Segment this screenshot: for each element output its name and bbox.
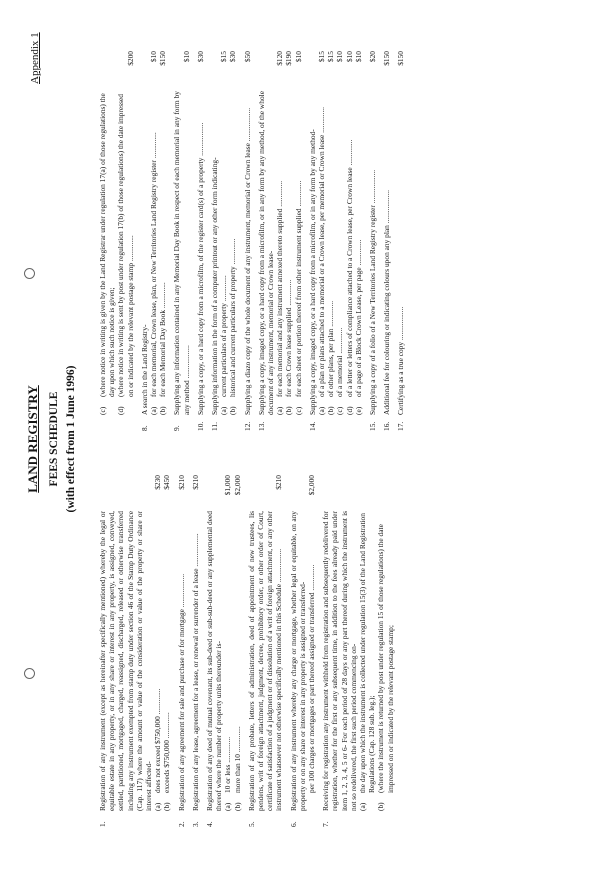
fee-item bbox=[191, 475, 200, 827]
sub-item-text-value: of other plans, per plan bbox=[326, 328, 336, 397]
sub-item bbox=[284, 51, 294, 415]
sub-item-text-value: 10 or less bbox=[223, 764, 233, 793]
leader-dots: .................. bbox=[176, 573, 186, 610]
sub-item-label: (b) bbox=[326, 406, 336, 415]
leader-dots: .................. bbox=[274, 548, 284, 584]
sub-item bbox=[317, 51, 327, 415]
sub-item-text-value: for each Crown lease supplied bbox=[284, 307, 294, 397]
fee-item bbox=[196, 51, 205, 431]
sub-item bbox=[149, 51, 159, 415]
fee-amount: $2,000 bbox=[232, 475, 242, 496]
sub-item-text-value: (where notice in writing is sent by post under regulation 17(b) of those regulations) the date impressed on or indicated by the relevant postage stamp bbox=[116, 94, 135, 397]
sub-item-label: (b) bbox=[284, 406, 294, 415]
sub-item-text bbox=[158, 91, 167, 397]
fee-item bbox=[98, 475, 172, 827]
sub-item-text bbox=[233, 511, 242, 793]
sub-item-label: (c) bbox=[98, 406, 107, 415]
sub-item-text-value: per 100 charges or mortgages or part thereof assigned or transferred bbox=[307, 592, 317, 793]
item-text: Receiving for registration any instrument withheld from registration and subsequently redelivered for registration, whether for the first or any subsequent time, in addition to the fees already paid under item 1, 2, 3, 4, 5 or 6- For each period of 28 days or any part thereof during which the instrument is not so redelivered, the first such period commencing on- bbox=[321, 511, 358, 811]
item-text: Supplying information in the form of a computer printout or any other form indicating- bbox=[210, 157, 220, 415]
leader-dots: .................. bbox=[396, 306, 406, 342]
fee-amount: $1,000 bbox=[223, 475, 233, 496]
leader-dots: .............. bbox=[158, 282, 168, 310]
fee-item bbox=[368, 51, 377, 431]
fee-amount: $2,000 bbox=[307, 475, 317, 496]
item-text: Registration of any probate, letters of administration, deed of appointment of new trustees, lis pendens, writ of foreign attachment, judgment, decree, prohibitory order, or other order of Court, certificate of satisfaction of a judgment or of dissolution of a writ of foreign attachment, or any other instrument whatsoever not otherwise specifically mentioned in this Schedule bbox=[246, 511, 284, 811]
sub-item-text-value: the day upon which the instrument is collected under regulation 15(3) of the Land Registration Regulations (Cap. 128 sub. leg.); bbox=[358, 513, 377, 793]
sub-item-text-value: for each memorial, Crown lease, plan, or New Territories Land Registry register bbox=[149, 160, 159, 397]
fee-amount: $50 bbox=[242, 51, 252, 63]
leader-dots: .............. bbox=[353, 239, 363, 268]
leader-dots: .................. bbox=[368, 169, 378, 206]
leader-dots: .............. bbox=[284, 279, 294, 308]
sub-item-text bbox=[153, 511, 162, 793]
item-body bbox=[205, 511, 223, 811]
sub-item-text-value: of a memorial bbox=[335, 355, 345, 397]
sub-item-text bbox=[228, 91, 237, 397]
item-text: Supplying a copy of a folio of a New Territories Land Registry register bbox=[368, 205, 378, 415]
fee-amount: $150 bbox=[396, 51, 406, 66]
sub-item bbox=[358, 511, 376, 811]
item-number: 12. bbox=[242, 421, 252, 431]
sub-item-text-value: exceeds $750,000 bbox=[162, 740, 172, 793]
sub-item-label: (d) bbox=[116, 406, 126, 415]
fee-item bbox=[289, 475, 317, 827]
sub-item bbox=[335, 51, 345, 415]
sub-item bbox=[153, 475, 163, 811]
fee-item bbox=[257, 51, 303, 431]
fee-amount: $15 bbox=[219, 51, 229, 63]
fee-amount: $10 bbox=[181, 51, 191, 63]
sub-item-text-value: for each sheet or portion thereof from other instrument supplied bbox=[293, 208, 303, 397]
leader-dots: .................. bbox=[190, 533, 200, 569]
fee-item bbox=[177, 475, 186, 827]
item-body bbox=[191, 511, 200, 811]
item-text: Certifying as a true copy bbox=[396, 341, 406, 415]
sub-item bbox=[162, 475, 172, 811]
item-text: Registration of any instrument whereby any charge or mortgage, whether legal or equitable, on any property or on any share or interest in any property is assigned or transferred- bbox=[288, 511, 307, 811]
item-text: Supplying a diazo copy of the whole document of any instrument, memorial or Crown lease bbox=[242, 143, 252, 415]
sub-item-label: (b) bbox=[162, 802, 172, 811]
sub-item-text-value: (where the instrument is returned by post under regulation 15 of those regulations) the date impressed on or indicated by the relevant postage stamp; bbox=[376, 524, 395, 793]
leader-dots: .............. bbox=[326, 300, 336, 329]
sub-item bbox=[307, 475, 317, 811]
fee-amount: $15 bbox=[317, 51, 327, 63]
fee-amount: $20 bbox=[368, 51, 378, 63]
item-number: 2. bbox=[176, 821, 186, 827]
fee-amount: $30 bbox=[195, 51, 205, 63]
sub-item-label: (c) bbox=[293, 406, 303, 415]
fee-amount: $10 bbox=[335, 51, 345, 63]
sub-item bbox=[376, 511, 394, 811]
sub-item bbox=[275, 51, 285, 415]
sub-item-label: (a) bbox=[358, 802, 368, 811]
item-body bbox=[172, 91, 190, 415]
sub-item-label: (d) bbox=[344, 406, 354, 415]
fee-amount: $190 bbox=[284, 51, 294, 66]
sub-item-text-value: for each memorial and any instrument annexed thereto supplied bbox=[275, 208, 285, 397]
item-number: 15. bbox=[368, 421, 378, 431]
sub-item-label: (a) bbox=[149, 406, 159, 415]
sub-item-text bbox=[335, 91, 344, 397]
fee-item bbox=[382, 51, 391, 431]
sub-item bbox=[353, 51, 363, 415]
sub-item-label: (b) bbox=[232, 802, 242, 811]
item-number: 4. bbox=[205, 821, 215, 827]
punch-hole-right-icon bbox=[24, 268, 35, 279]
leader-dots: .................. bbox=[242, 107, 252, 144]
sub-item-label: (c) bbox=[335, 406, 345, 415]
fee-amount: $200 bbox=[125, 51, 135, 66]
sub-item-text bbox=[219, 91, 228, 397]
sub-item-text bbox=[376, 511, 394, 793]
fee-item bbox=[205, 475, 242, 827]
fee-item bbox=[321, 475, 395, 827]
sub-item-label: (b) bbox=[228, 406, 238, 415]
item-body bbox=[382, 91, 391, 415]
leader-dots: .............. bbox=[232, 726, 242, 754]
fee-amount: $150 bbox=[158, 51, 168, 66]
fee-item bbox=[243, 51, 252, 431]
item-body bbox=[140, 91, 149, 415]
item-text: Additional fee for colouring or indicating colours upon any plan bbox=[382, 225, 392, 415]
sub-item-text-value: of a letter or letters of compliance attached to a Crown lease, per Crown lease bbox=[344, 167, 354, 397]
fee-item bbox=[396, 51, 405, 431]
sub-item-label: (b) bbox=[376, 802, 386, 811]
item-text: Registration of any lease, agreement for a lease, or renewal or surrender of a lease bbox=[190, 568, 200, 811]
item-number: 8. bbox=[139, 425, 149, 431]
punch-hole-left-icon bbox=[24, 668, 35, 679]
fees-column-right bbox=[98, 51, 411, 431]
fee-amount: $210 bbox=[190, 475, 200, 490]
item-text: A search in the Land Registry- bbox=[139, 324, 149, 415]
item-number: 1. bbox=[98, 821, 107, 827]
item-body bbox=[247, 511, 284, 811]
sub-item bbox=[158, 51, 168, 415]
sub-item-label: (a) bbox=[275, 406, 285, 415]
fee-amount: $210 bbox=[274, 475, 284, 490]
fee-amount: $150 bbox=[382, 51, 392, 66]
leader-dots: .............. bbox=[153, 688, 163, 717]
item-text: Supplying a copy, or a hard copy from a microfilm, of the register card(s) of a property bbox=[195, 157, 205, 415]
sub-item-text bbox=[358, 511, 376, 793]
leader-dots: .............. bbox=[317, 107, 327, 135]
item-number: 11. bbox=[210, 422, 220, 431]
sub-item-text bbox=[116, 91, 134, 397]
sub-item bbox=[232, 475, 242, 811]
leader-dots: .............. bbox=[125, 235, 135, 263]
fee-item bbox=[247, 475, 284, 827]
leader-dots: .............. bbox=[219, 275, 229, 304]
leader-dots: .................. bbox=[195, 122, 205, 158]
item-number: 7. bbox=[321, 821, 331, 827]
sub-item-text bbox=[345, 91, 354, 397]
fee-item bbox=[98, 51, 135, 431]
item-body bbox=[289, 511, 307, 811]
sub-item-text bbox=[307, 511, 316, 793]
sub-item-text-value: historical and current particulars of property bbox=[228, 266, 238, 397]
sub-item-text bbox=[354, 91, 363, 397]
sub-item-text bbox=[326, 91, 335, 397]
sub-item-label: (a) bbox=[219, 406, 229, 415]
fee-item bbox=[172, 51, 190, 431]
leader-dots: .............. bbox=[335, 327, 345, 356]
leader-dots: .................. bbox=[181, 345, 191, 381]
item-body bbox=[321, 511, 358, 811]
item-body bbox=[177, 511, 186, 811]
leader-dots: .................. bbox=[382, 190, 392, 226]
sub-item-text-value: more than 10 bbox=[232, 754, 242, 793]
item-text: Registration of any deed of mutual covenant, its sub-deed or sub-sub-deed or any supplemental deed thereof where the number of property units thereunder is- bbox=[205, 511, 224, 811]
item-text: Supplying a copy, imaged copy, or a hard copy from a microfilm, or in any form by any method, of the whole document of any instrument, memorial or Crown lease- bbox=[256, 91, 276, 415]
sub-item bbox=[223, 475, 233, 811]
fee-item bbox=[308, 51, 363, 431]
fee-amount: $10 bbox=[149, 51, 159, 63]
fee-amount: $230 bbox=[153, 475, 163, 490]
sub-item-text-value: for each Memorial Day Book bbox=[158, 309, 168, 397]
leader-dots: .............. bbox=[162, 712, 172, 741]
page-title: LAND REGISTRY bbox=[25, 385, 40, 493]
item-number: 16. bbox=[382, 421, 392, 431]
item-number: 14. bbox=[307, 421, 317, 431]
sub-item-text-value: current particulars of a property bbox=[219, 303, 229, 397]
leader-dots: .............. bbox=[293, 180, 303, 209]
item-body bbox=[243, 91, 252, 415]
sub-item-label: (a) bbox=[223, 802, 233, 811]
sub-item-text bbox=[98, 91, 116, 397]
sub-item bbox=[219, 51, 229, 415]
fee-item bbox=[210, 51, 238, 431]
fees-column-left bbox=[98, 475, 400, 827]
leader-dots: .............. bbox=[307, 564, 317, 593]
sub-item-label: (a) bbox=[153, 802, 163, 811]
fee-amount: $210 bbox=[176, 475, 186, 490]
item-number: 6. bbox=[288, 821, 298, 827]
item-number: 3. bbox=[190, 821, 200, 827]
leader-dots: .............. bbox=[344, 139, 354, 168]
sub-item-text bbox=[317, 91, 326, 397]
fee-amount: $30 bbox=[228, 51, 238, 63]
item-body bbox=[257, 91, 275, 415]
leader-dots: .............. bbox=[149, 132, 159, 160]
sub-item-label: (e) bbox=[353, 406, 363, 415]
sub-item bbox=[326, 51, 336, 415]
sub-item-text bbox=[162, 511, 171, 793]
sub-item bbox=[116, 51, 135, 415]
item-body bbox=[368, 91, 377, 415]
fee-amount: $450 bbox=[162, 475, 172, 490]
sub-item-label: (b) bbox=[158, 406, 168, 415]
sub-item-text bbox=[223, 511, 232, 793]
item-text: Supplying any information contained in any Memorial Day Book in respect of each memorial in any form by any method bbox=[172, 91, 191, 415]
sub-item-text bbox=[275, 91, 284, 397]
sub-item-text bbox=[149, 91, 158, 397]
item-text: Registration of any instrument (except as hereinafter specifically mentioned) whereby the legal or equitable estate in any property, or in any share or interest in any property, is assigned, conveyed, settled, partitioned, mortgaged, charged, reassigned, discharged, released or otherwise transferred including any instrument exempted from stamp duty under section 46 of the Stamp Duty Ordinance (Cap. 117) where the amount or value of the consideration or value of the property or share or interest affected- bbox=[98, 511, 154, 811]
leader-dots: .............. bbox=[275, 180, 285, 209]
fee-amount: $120 bbox=[275, 51, 285, 66]
item-body bbox=[308, 91, 317, 415]
sub-item bbox=[228, 51, 238, 415]
leader-dots: .............. bbox=[223, 736, 233, 765]
item-number: 5. bbox=[246, 821, 256, 827]
sub-item-text bbox=[294, 91, 303, 397]
fee-item bbox=[140, 51, 168, 431]
item-number: 9. bbox=[172, 425, 182, 431]
page-subtitle: FEES SCHEDULE bbox=[48, 391, 60, 487]
item-body bbox=[210, 91, 219, 415]
appendix-label: Appendix 1 bbox=[29, 32, 41, 84]
sub-item-text-value: does not exceed $750,000 bbox=[153, 716, 163, 793]
fee-amount: $10 bbox=[293, 51, 303, 63]
item-number: 13. bbox=[256, 421, 266, 431]
sub-item bbox=[293, 51, 303, 415]
item-number: 10. bbox=[195, 421, 205, 431]
item-number: 17. bbox=[396, 421, 406, 431]
fee-amount: $10 bbox=[344, 51, 354, 63]
sub-item-text-value: (where notice in writing is given by the Land Registrar under regulation 17(a) of those regulations) the day upon which such notice is given; bbox=[98, 93, 117, 397]
item-text: Registration of any agreement for sale and purchase or for mortgage bbox=[176, 609, 186, 811]
sub-item-text bbox=[284, 91, 293, 397]
effective-date: (with effect from 1 June 1996) bbox=[65, 365, 77, 513]
item-body bbox=[396, 91, 405, 415]
sub-item-text-value: of a page of a Block Crown Lease, per page bbox=[353, 267, 363, 397]
fee-amount: $15 bbox=[326, 51, 336, 63]
fee-amount: $10 bbox=[353, 51, 363, 63]
sub-item-label: (a) bbox=[317, 406, 327, 415]
leader-dots: .............. bbox=[228, 238, 238, 267]
item-text: Supplying a copy, imaged copy, or a hard copy from a microfilm, or in any form by any method- bbox=[307, 129, 317, 415]
sub-item bbox=[98, 91, 116, 415]
item-body bbox=[98, 511, 153, 811]
item-body bbox=[196, 91, 205, 415]
sub-item bbox=[344, 51, 354, 415]
sub-item-text-value: of a plan or plans attached to a memorial or a Crown lease, per memorial or Crown lease bbox=[317, 134, 327, 397]
